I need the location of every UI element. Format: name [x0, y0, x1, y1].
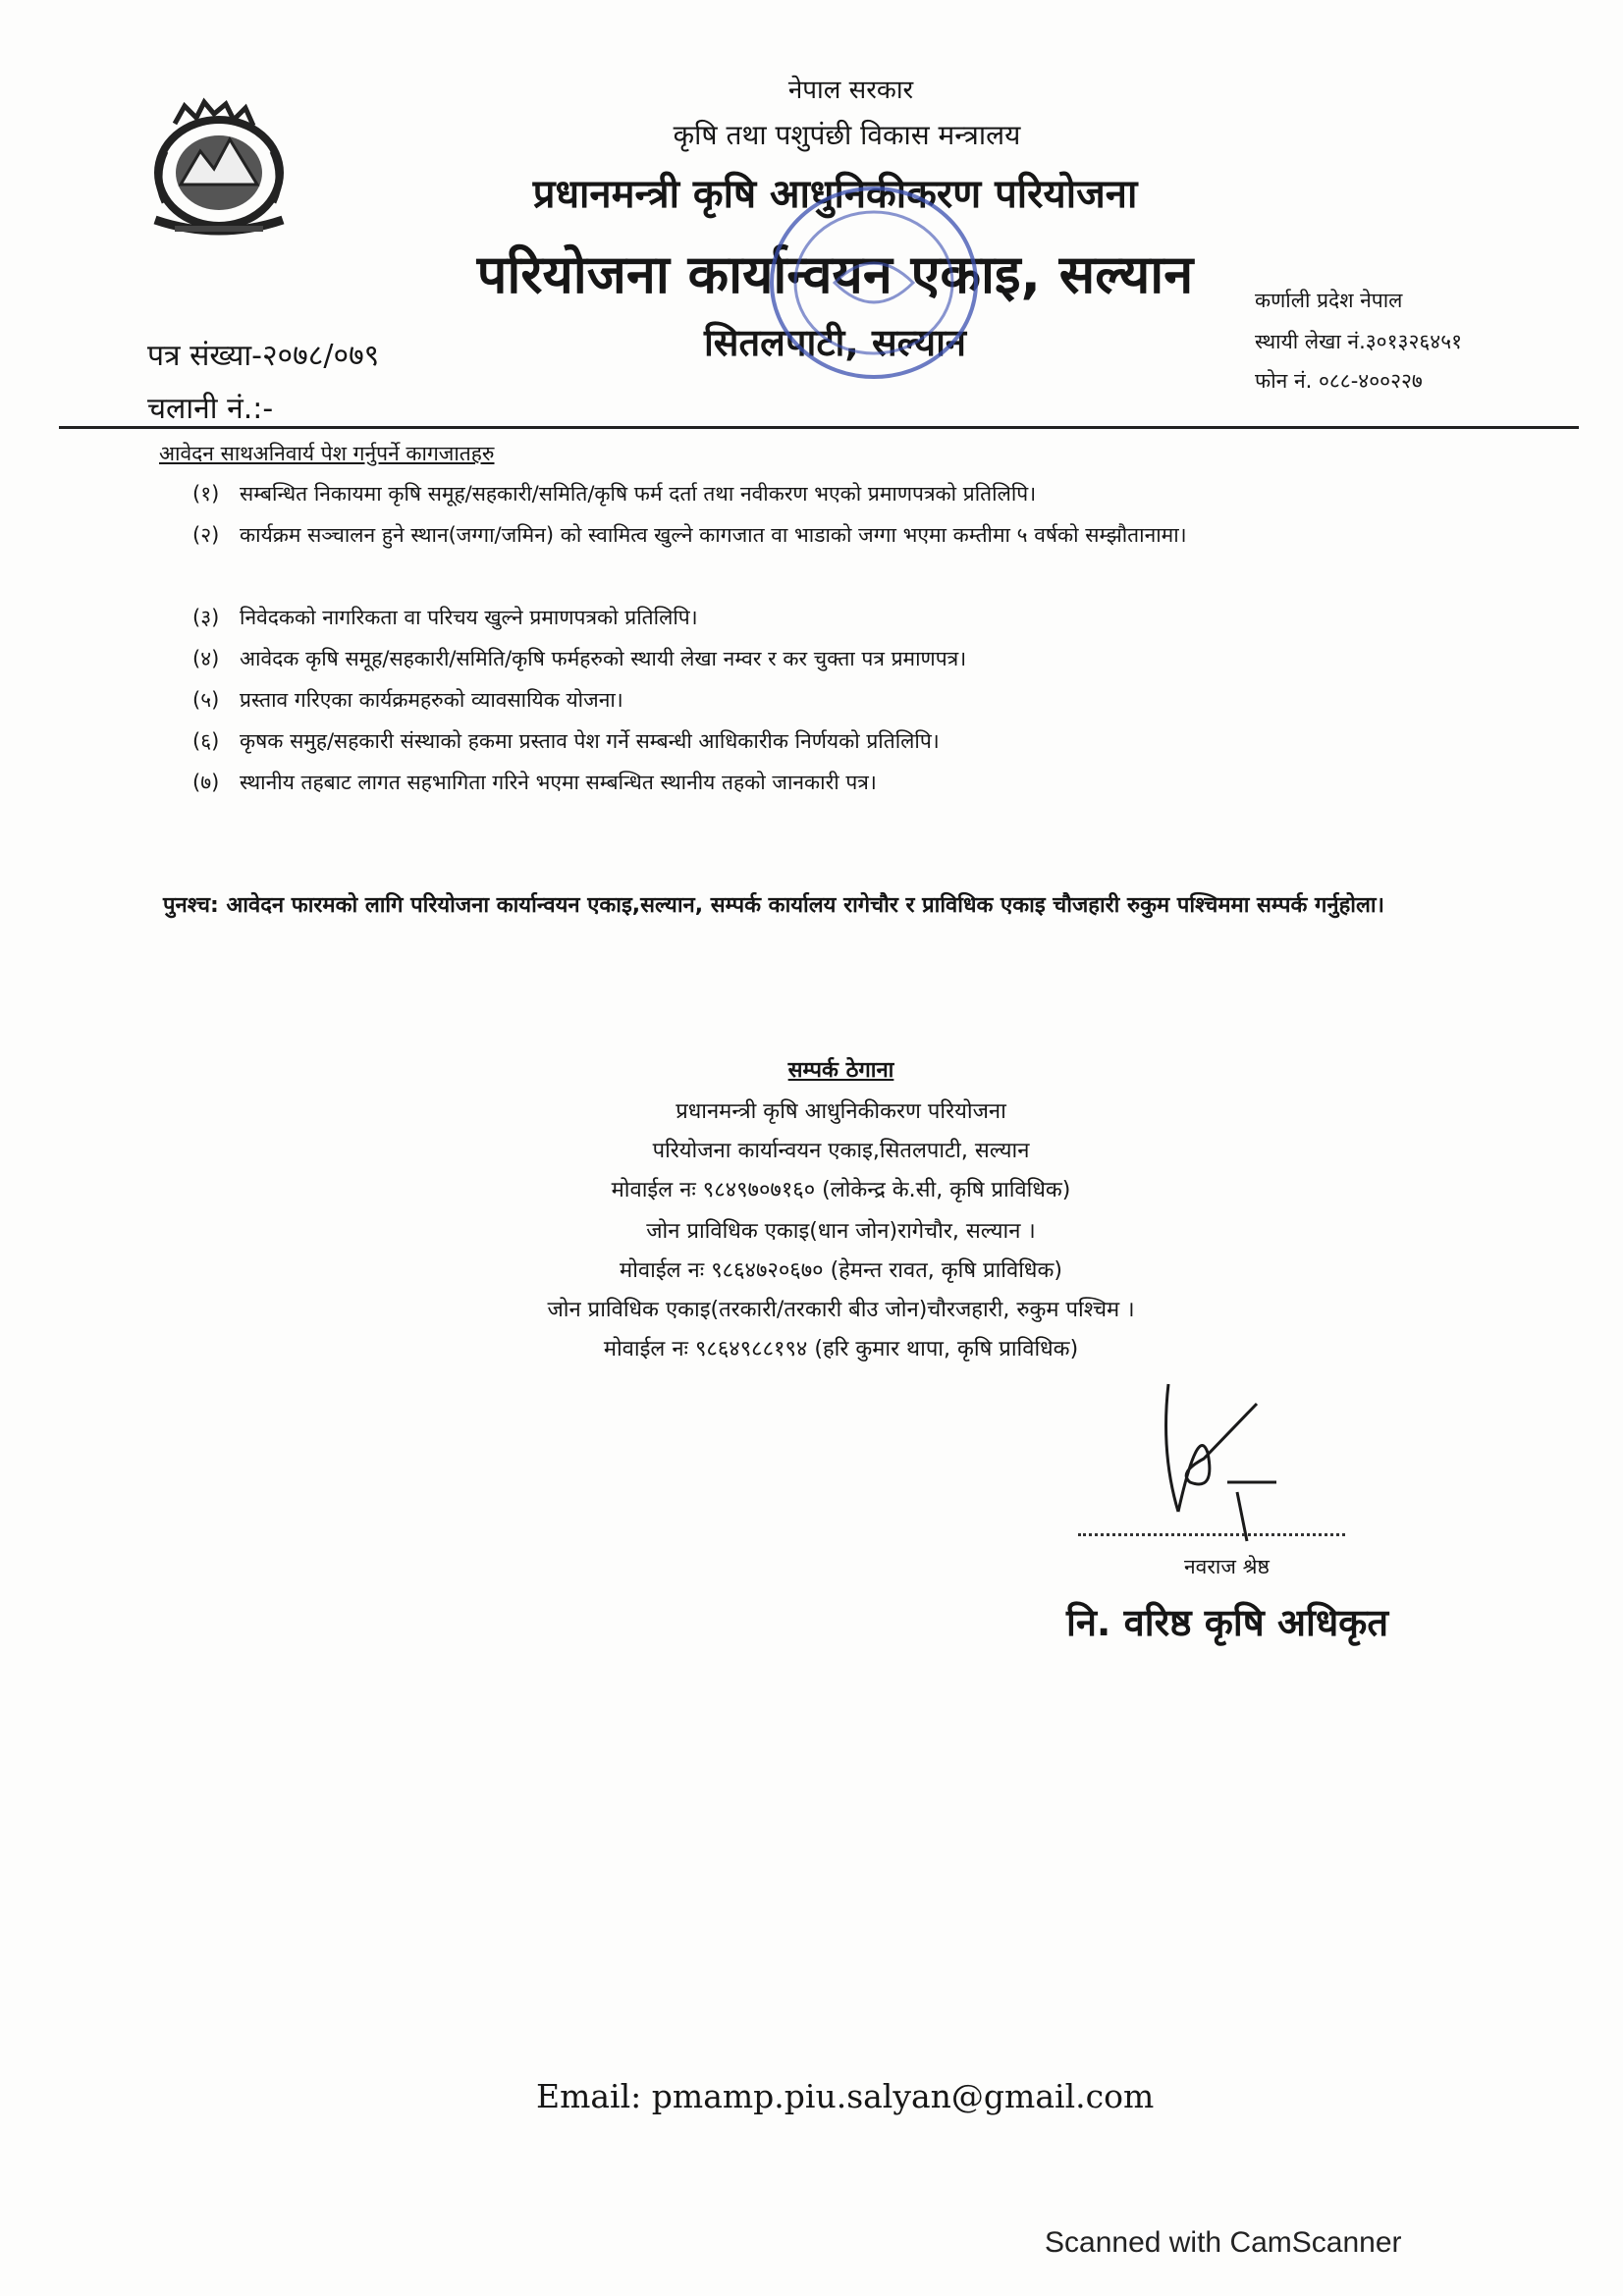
postscript-note: पुनश्च: आवेदन फारमको लागि परियोजना कार्यान्वयन एकाइ,सल्यान, सम्पर्क कार्यालय रागेचौर र प्राविधिक एकाइ चौजहारी रुकुम पश्चिममा सम्पर्क गर्नुहोला। [163, 893, 1384, 918]
header-line-unit: परियोजना कार्यान्वयन एकाइ, सल्यान [476, 243, 1194, 305]
requirement-text: आवेदक कृषि समूह/सहकारी/समिति/कृषि फर्महरुको स्थायी लेखा नम्वर र कर चुक्ता पत्र प्रमाणपत्र। [240, 647, 967, 670]
requirement-item [192, 685, 1508, 715]
requirement-item [192, 644, 1508, 673]
requirement-item [192, 520, 1469, 550]
requirement-text: कार्यक्रम सञ्चालन हुने स्थान(जग्गा/जमिन) को स्वामित्व खुल्ने कागजात वा भाडाको जग्गा भएमा कम्तीमा ५ वर्षको सम्झौतानामा। [240, 523, 1187, 547]
contact-line: जोन प्राविधिक एकाइ(तरकारी/तरकारी बीउ जोन)चौरजहारी, रुकुम पश्चिम । [547, 1298, 1135, 1322]
office-stamp-icon [756, 175, 992, 391]
phone-number: फोन नं. ०८८-४००२२७ [1255, 369, 1423, 393]
requirement-number: (५) [192, 688, 220, 712]
requirement-item [192, 726, 1508, 756]
contact-line: परियोजना कार्यान्वयन एकाइ,सितलपाटी, सल्यान [652, 1139, 1030, 1163]
province-label: कर्णाली प्रदेश नेपाल [1255, 289, 1403, 312]
header-divider [59, 426, 1579, 429]
requirement-number: (७) [192, 771, 220, 794]
requirement-item [192, 603, 1508, 632]
requirement-text: निवेदकको नागरिकता वा परिचय खुल्ने प्रमाणपत्रको प्रतिलिपि। [240, 606, 698, 629]
signature-line [1078, 1533, 1345, 1536]
header-line-government: नेपाल सरकार [787, 76, 914, 105]
requirement-text: कृषक समुह/सहकारी संस्थाको हकमा प्रस्ताव पेश गर्ने सम्बन्धी आधिकारीक निर्णयको प्रतिलिपि। [240, 729, 940, 753]
camscanner-watermark: Scanned with CamScanner [1045, 2226, 1402, 2259]
contact-title: सम्पर्क ठेगाना [787, 1058, 894, 1083]
requirement-number: (२) [192, 523, 220, 547]
requirement-text: सम्बन्धित निकायमा कृषि समूह/सहकारी/समिति/कृषि फर्म दर्ता तथा नवीकरण भएको प्रमाणपत्रको प्रतिलिपि। [240, 482, 1037, 506]
requirement-item [192, 479, 1508, 508]
contact-line: प्रधानमन्त्री कृषि आधुनिकीकरण परियोजना [676, 1099, 1006, 1124]
requirement-number: (४) [192, 647, 220, 670]
requirement-number: (१) [192, 482, 220, 506]
letter-number: पत्र संख्या-२०७८/०७९ [147, 339, 380, 373]
requirement-number: (३) [192, 606, 220, 629]
header-line-address: सितलपाटी, सल्यान [703, 321, 967, 364]
contact-line: मोवाईल नः ९८४९७०७१६० (लोकेन्द्र के.सी, कृषि प्राविधिक) [611, 1178, 1071, 1202]
pan-number: स्थायी लेखा नं.३०१३२६४५१ [1255, 330, 1463, 353]
requirement-number: (६) [192, 729, 220, 753]
requirement-text: प्रस्ताव गरिएका कार्यक्रमहरुको व्यावसायिक योजना। [240, 688, 623, 712]
header-line-project: प्रधानमन्त्री कृषि आधुनिकीकरण परियोजना [532, 172, 1138, 217]
signatory-title: नि. वरिष्ठ कृषि अधिकृत [1066, 1601, 1389, 1644]
email-address: Email: pmamp.piu.salyan@gmail.com [536, 2077, 1155, 2115]
contact-line: जोन प्राविधिक एकाइ(धान जोन)रागेचौर, सल्यान । [646, 1219, 1036, 1244]
dispatch-number: चलानी नं.:- [147, 392, 274, 426]
header-line-ministry: कृषि तथा पशुपंछी विकास मन्त्रालय [673, 119, 1021, 151]
requirement-item [192, 768, 1508, 797]
requirements-title: आवेदन साथअनिवार्य पेश गर्नुपर्ने कागजातहरु [159, 442, 495, 465]
signatory-name: नवराज श्रेष्ठ [1184, 1555, 1270, 1578]
requirement-text: स्थानीय तहबाट लागत सहभागिता गरिने भएमा सम्बन्धित स्थानीय तहको जानकारी पत्र। [240, 771, 877, 794]
contact-line: मोवाईल नः ९८६४७२०६७० (हेमन्त रावत, कृषि प्राविधिक) [620, 1258, 1062, 1283]
contact-line: मोवाईल नः ९८६४९८८१९४ (हरि कुमार थापा, कृषि प्राविधिक) [603, 1337, 1079, 1362]
signature-icon [1139, 1364, 1316, 1551]
